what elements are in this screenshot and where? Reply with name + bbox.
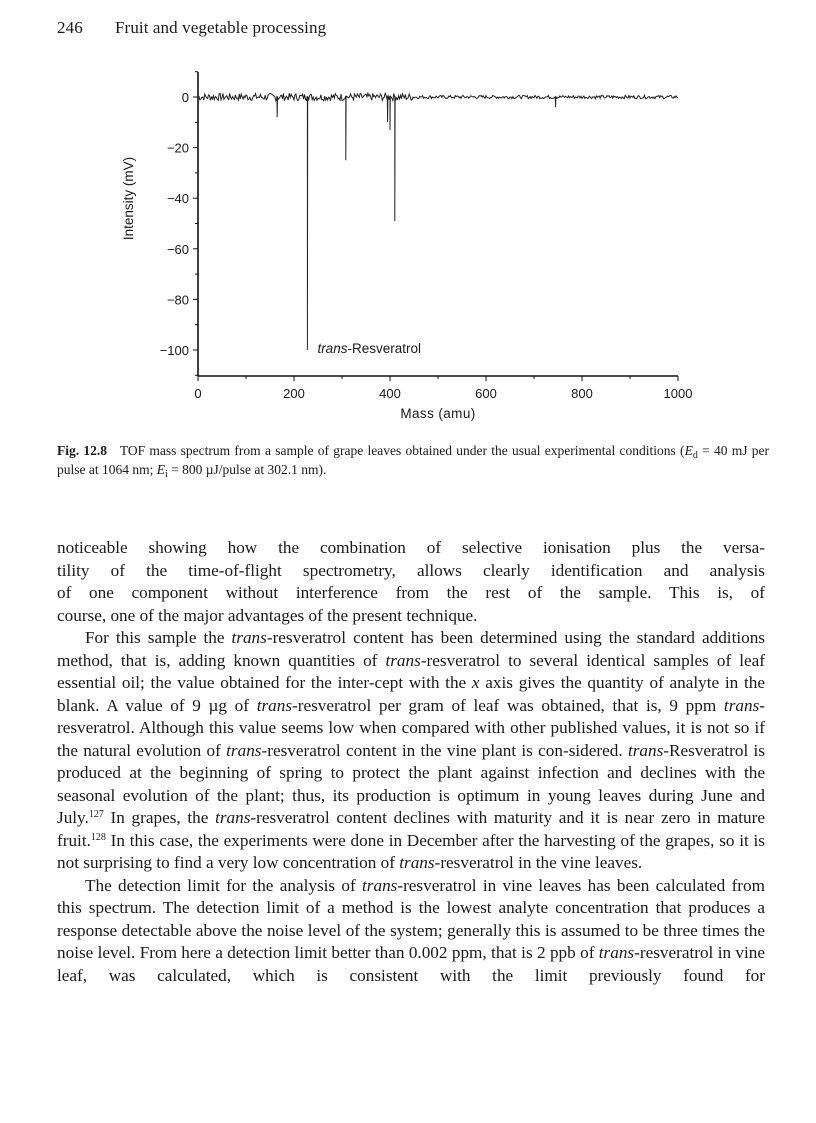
paragraph-1-line-1: noticeable showing how the combination of selective ionisation plus the versa- — [57, 538, 765, 557]
chart-axes — [193, 72, 678, 381]
paragraph-2: For this sample the trans-resveratrol content has been determined using the standard additions method, that is, adding known quantities of trans-resveratrol to several identical samples of leaf essential oil; the value obtained for the inter-cept with the x axis gives the quantity of analyte in the blank. A value of 9 µg of trans-resveratrol per gram of leaf was obtained, that is, 9 ppm trans-resveratrol. Although this value seems low when compared with other published values, it is not so if the natural evolution of trans-resveratrol content in the vine plant is con-sidered. trans-Resveratrol is produced at the beginning of spring to protect the plant against infection and declines with the seasonal evolution of the plant; thus, its production is optimum in young leaves during June and July.$^{127}$ In grapes, the trans-resveratrol content declines with maturity and it is near zero in mature fruit.$^{128}$ In this case, the experiments were done in December after the harvesting of the grapes, so it is not surprising to find a very low concentration of trans-resveratrol in the vine leaves. — [57, 628, 765, 872]
paragraph-1-line-4: course, one of the major advantages of the present technique. — [57, 605, 478, 625]
spectrum-trace — [198, 93, 678, 350]
chart-labels — [121, 90, 692, 421]
paragraph-1-line-3: of one component without interference from the rest of the sample. This is, of — [57, 583, 765, 602]
y-tick-label: −80 — [166, 292, 189, 308]
paragraph-1-line-2: tility of the time-of-flight spectrometry, allows clearly identification and analysis — [57, 560, 765, 580]
tof-mass-spectrum-chart — [0, 60, 816, 430]
y-tick-label: −40 — [166, 191, 189, 207]
body-text — [57, 537, 765, 987]
x-tick-label: 0 — [194, 386, 202, 401]
y-tick-label: 0 — [181, 90, 189, 105]
paragraph-3: The detection limit for the analysis of trans-resveratrol in vine leaves has been calculated from this spectrum. The detection limit of a method is the lowest analyte concentration that produces a response detectable above the noise level of the system; generally this is assumed to be three times the noise level. From here a detection limit better than 0.002 ppm, that is 2 ppb of trans-resveratrol in vine leaf, was calculated, which is consistent with the limit previously found for — [57, 875, 766, 985]
annotation-trans-resveratrol: trans-Resveratrol — [317, 341, 421, 356]
figure-caption: Fig. 12.8 TOF mass spectrum from a sample of grape leaves obtained under the usual experimental conditions ($E_d = 40$ mJ per pulse at 1064 nm; $E_i = 800$ µJ/pulse at 302.1 nm). — [57, 443, 770, 480]
y-tick-label: −60 — [166, 241, 189, 257]
running-head-title: Fruit and vegetable processing — [115, 18, 327, 37]
page-number: 246 — [57, 18, 83, 37]
reference-127: 127 — [88, 809, 104, 820]
figure-tof-spectrum — [0, 60, 816, 430]
figure-label: Fig. 12.8 — [57, 443, 108, 458]
x-tick-label: 600 — [475, 386, 497, 401]
x-tick-label: 400 — [379, 386, 401, 401]
x-tick-label: 1000 — [663, 386, 693, 401]
reference-128: 128 — [90, 831, 106, 843]
y-axis-label: Intensity (mV) — [121, 156, 136, 241]
running-head — [57, 18, 326, 38]
x-tick-label: 200 — [283, 386, 305, 401]
y-tick-label: −20 — [166, 140, 189, 156]
x-axis-label: Mass (amu) — [400, 406, 476, 421]
y-tick-label: −100 — [159, 343, 189, 358]
x-tick-label: 800 — [571, 386, 593, 401]
